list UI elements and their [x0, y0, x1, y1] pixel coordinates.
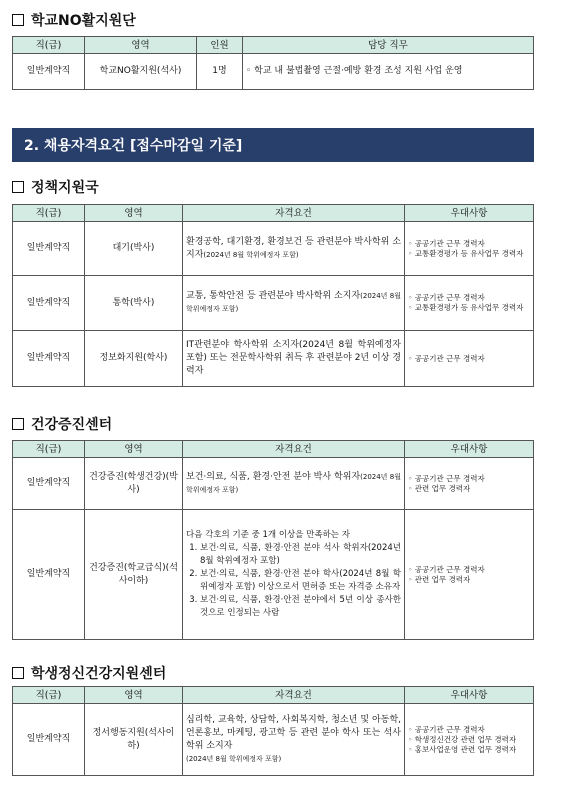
section-banner: 2. 채용자격요건 [접수마감일 기준]: [12, 128, 534, 162]
header-preference: 우대사항: [405, 205, 534, 222]
table-row: 일반계약직 대기(박사) 환경공학, 대기환경, 환경보건 등 관련분야 박사학위 소지자(2024년 8월 학위예정자 포함) ◦ 공공기관 근무 경력자 ◦ 교통환경평가 등 유사업무 경력자: [13, 222, 534, 276]
section-title-health: 건강증진센터: [12, 414, 112, 434]
checkbox-icon: [12, 667, 24, 679]
table-row: 일반계약직 건강증진(학교급식)(석사이하) 다음 각호의 기준 중 1개 이상을 만족하는 자 1. 보건·의료, 식품, 환경·안전 분야 석사 학위자(2024년 8월 학위예정자 포함) 2. 보건·의료, 식품, 환경·안전 분야 학사(2024년 8월 학위예정자 포함) 이상으로서 면허증 또는 자격증 소유자 3. 보건·의료, 식품, 환경·안전 분야에서 5년 이상 종사한 것으로 인정되는 사람 ◦ 공공기관 근무 경력자 ◦ 관련 업무 경력자: [13, 510, 534, 640]
policy-table: [12, 204, 534, 387]
table-row: 일반계약직 정보화지원(학사) IT관련분야 학사학위 소지자(2024년 8월 학위예정자 포함) 또는 전문학사학위 취득 후 관련분야 2년 이상 경력자 ◦ 공공기관 근무 경력자: [13, 331, 534, 387]
header-area: 영역: [85, 37, 197, 54]
header-duty: 담당 직무: [243, 37, 534, 54]
section-title-school-no: 학교NO활지원단: [12, 10, 136, 30]
section-title-policy: 정책지원국: [12, 177, 99, 197]
table-row: 일반계약직 통학(박사) 교통, 통학안전 등 관련분야 박사학위 소지자(2024년 8월 학위예정자 포함) ◦ 공공기관 근무 경력자 ◦ 교통환경평가 등 유사업무 경력자: [13, 276, 534, 331]
header-grade: 직(급): [13, 37, 85, 54]
table-row: 일반계약직 정서행동지원(석사이하) 심리학, 교육학, 상담학, 사회복지학, 청소년 및 아동학, 언론홍보, 마케팅, 광고학 등 관련 분야 학사 또는 석사학위 소지자 (2024년 8월 학위예정자 포함) ◦ 공공기관 근무 경력자 ◦ 학생정신건강 관련 업무 경력자 ◦ 홍보사업운영 관련 업무 경력자: [13, 704, 534, 776]
mental-health-table: 직(급) 영역 자격요건 우대사항 일반계약직 정서행동지원(석사이하) 심리학, 교육학, 상담학, 사회복지학, 청소년 및 아동학, 언론홍보, 마케팅, 광고학 등 관련 분야 학사 또는 석사학위 소지자 (2024년 8월 학위예정자 포함) ◦ 공공기관 근무 경력자 ◦ 학생정신건강 관련 업무 경력자 ◦ 홍보사업운영 관련 업무 경력자: [12, 686, 534, 776]
header-requirement: 자격요건: [183, 205, 405, 222]
header-area: 영역: [85, 205, 183, 222]
duty-cell: ◦ 학교 내 불법촬영 근절·예방 환경 조성 지원 사업 운영: [243, 54, 534, 90]
header-count: 인원: [197, 37, 243, 54]
school-no-table: [12, 36, 534, 90]
table-row: [13, 54, 534, 90]
checkbox-icon: [12, 14, 24, 26]
section-title-mental-health: 학생정신건강지원센터: [12, 663, 166, 683]
area-cell: 학교NO활지원(석사): [85, 54, 197, 90]
health-table: 직(급) 영역 자격요건 우대사항 일반계약직 건강증진(학생건강)(박사) 보건·의료, 식품, 환경·안전 분야 박사 학위자(2024년 8월 학위예정자 포함) ◦ 공공기관 근무 경력자 ◦ 관련 업무 경력자 일반계약직 건강증진(학교급식)(석사이하) 다음 각호의 기준 중 1개 이상을 만족하는 자 1. 보건·의료, 식품, 환경·안전 분야 석사 학위자(2024년 8월 학위예정자 포함) 2. 보건·의료, 식품, 환경·안전 분야 학사(2024년 8월 학위예정자 포함) 이상으로서 면허증 또는 자격증 소유자 3. 보건·의료, 식품, 환경·안전 분야에서 5년 이상 종사한 것으로 인정되는 사람 ◦ 공공기관 근무 경력자 ◦ 관련 업무 경력자: [12, 440, 534, 640]
header-grade: 직(급): [13, 205, 85, 222]
checkbox-icon: [12, 181, 24, 193]
count-cell: 1명: [197, 54, 243, 90]
table-row: 일반계약직 건강증진(학생건강)(박사) 보건·의료, 식품, 환경·안전 분야 박사 학위자(2024년 8월 학위예정자 포함) ◦ 공공기관 근무 경력자 ◦ 관련 업무 경력자: [13, 458, 534, 510]
grade-cell: 일반계약직: [13, 54, 85, 90]
checkbox-icon: [12, 418, 24, 430]
